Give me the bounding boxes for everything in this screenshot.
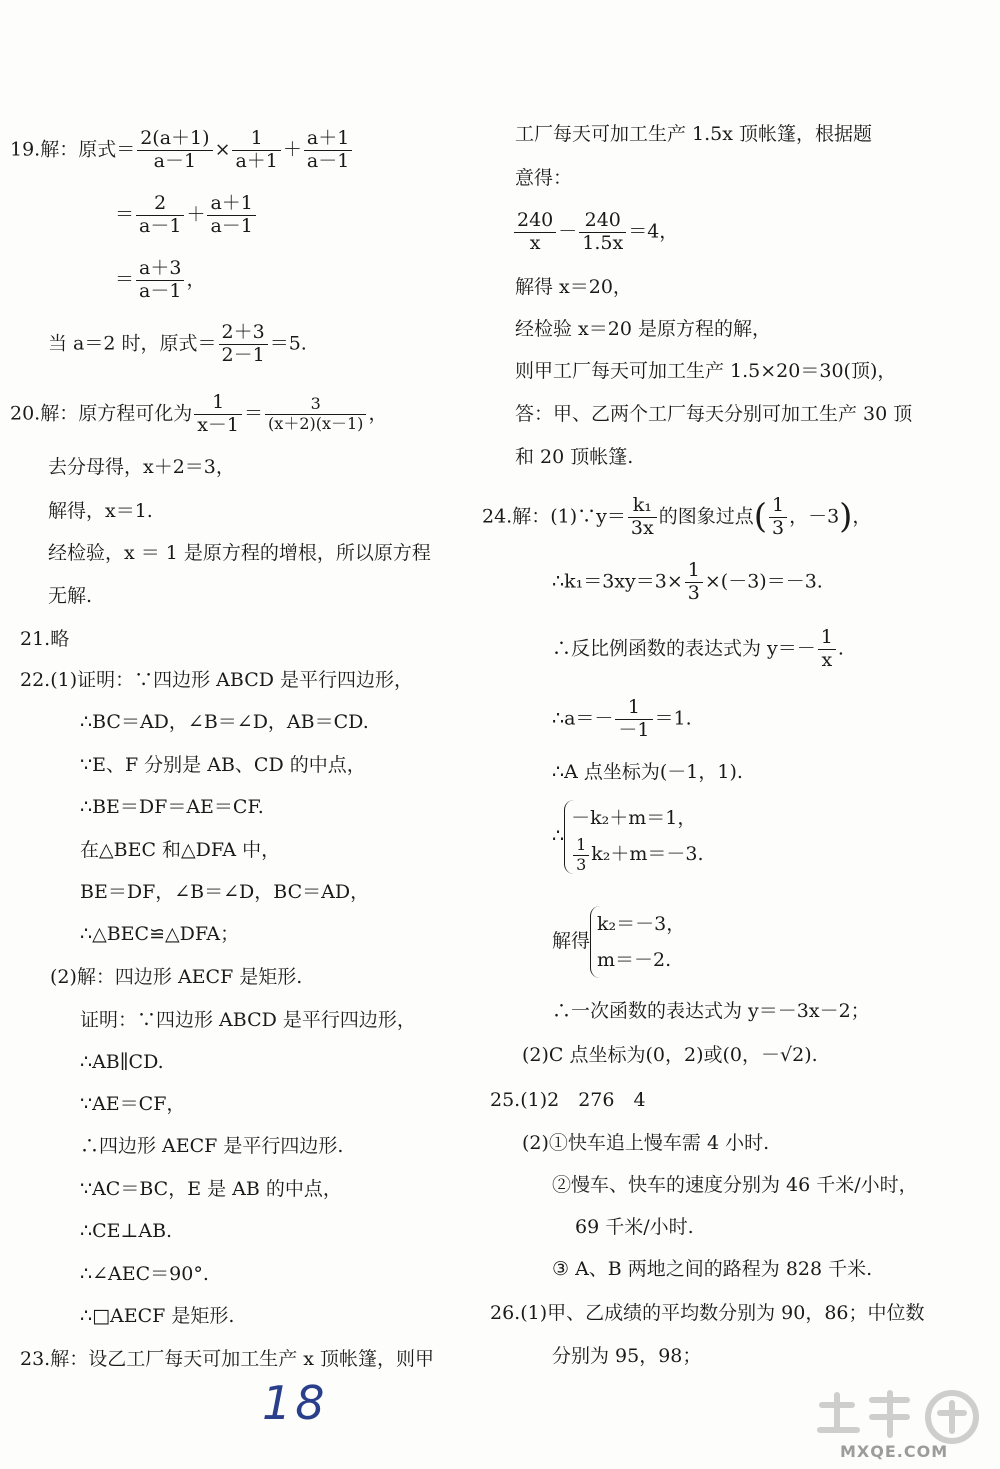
fraction: $\frac{1}{x-1}$ xyxy=(194,392,242,437)
fraction: $\frac{a+1}{a-1}$ xyxy=(304,128,352,173)
fraction: $\frac{2}{a-1}$ xyxy=(136,193,184,238)
fraction: $\frac{1}{3}$ xyxy=(573,836,589,874)
q24-line3: ∴反比例函数的表达式为 y＝－ $\frac{1}{x}$ . xyxy=(552,626,844,671)
fraction: $\frac{a+3}{a-1}$ xyxy=(136,258,184,303)
fraction: $\frac{240}{x}$ xyxy=(514,210,556,255)
q25-line: ②慢车、快车的速度分别为 46 千米/小时， xyxy=(552,1174,918,1196)
q23-line7: 则甲工厂每天可加工生产 1.5×20＝30(顶)， xyxy=(515,360,897,382)
q19-line1: 19.解：原式＝ $\frac{2(a+1)}{a-1}$ × $\frac{1}{a+1}$ ＋ $\frac{a+1}{a-1}$ xyxy=(10,128,354,173)
q23-line8: 答：甲、乙两个工厂每天分别可加工生产 30 顶 xyxy=(515,403,913,425)
q22-line: ∵AE＝CF， xyxy=(80,1093,186,1115)
q22-line: BE＝DF，∠B＝∠D，BC＝AD， xyxy=(80,881,370,903)
fraction: $\frac{\text{k₁}}{3x}$ xyxy=(628,495,657,540)
q25-line: (2)①快车追上慢车需 4 小时. xyxy=(522,1132,770,1154)
fraction: $\frac{1}{-1}$ xyxy=(615,697,652,742)
q22-line: (2)解：四边形 AECF 是矩形. xyxy=(50,966,303,988)
fraction: $\frac{1}{x}$ xyxy=(818,627,836,672)
q22-line: 22.(1)证明：∵四边形 ABCD 是平行四边形， xyxy=(20,669,414,691)
q23-line6: 经检验 x＝20 是原方程的解， xyxy=(515,318,771,340)
q23-line9: 和 20 顶帐篷. xyxy=(515,446,634,468)
q23-line3: 意得： xyxy=(515,167,573,189)
fraction: $\frac{240}{1.5x}$ xyxy=(579,210,626,255)
q26-line: 分别为 95，98； xyxy=(552,1345,702,1367)
fraction: $\frac{a+1}{a-1}$ xyxy=(207,193,255,238)
q22-line: ∴△BEC≌△DFA； xyxy=(80,923,240,945)
q19-line3: ＝ $\frac{a+3}{a-1}$ ， xyxy=(115,257,206,302)
q20-line5: 无解. xyxy=(48,585,93,607)
q23-line2: 工厂每天可加工生产 1.5x 顶帐篷，根据题 xyxy=(515,123,873,145)
q25-line: 69 千米/小时. xyxy=(575,1216,694,1238)
watermark-text: MXQE.COM xyxy=(840,1442,949,1461)
q22-line: 在△BEC 和△DFA 中， xyxy=(80,839,281,861)
q22-line: ∴BC＝AD，∠B＝∠D，AB＝CD. xyxy=(80,711,369,733)
fraction: $\frac{1}{3}$ xyxy=(685,560,703,605)
q25-line: ③ A、B 两地之间的路程为 828 千米. xyxy=(552,1258,873,1280)
q22-line: ∴□AECF 是矩形. xyxy=(80,1305,235,1327)
q24-line1: 24.解：(1)∵y＝ $\frac{\text{k₁}}{3x}$ 的图象过点( $\frac{1}{3}$ ，－3)， xyxy=(482,494,872,539)
q22-line: ∵AC＝BC，E 是 AB 的中点， xyxy=(80,1178,342,1200)
equation-system: k₂＝－3， m＝－2. xyxy=(590,906,685,978)
q22-line: ∴BE＝DF＝AE＝CF. xyxy=(80,796,264,818)
q20-line2: 去分母得，x＋2＝3， xyxy=(48,456,235,478)
q25-line: 25.(1)2 276 4 xyxy=(490,1089,646,1111)
fraction: $\frac{3}{(x+2)(x-1)}$ xyxy=(265,395,366,433)
q26-line: 26.(1)甲、乙成绩的平均数分别为 90，86；中位数 xyxy=(490,1302,925,1324)
q19-line4: 当 a＝2 时，原式＝ $\frac{2+3}{2-1}$ ＝5. xyxy=(48,321,307,366)
q23-line5: 解得 x＝20， xyxy=(515,276,632,298)
q24-line2: ∴k₁＝3xy＝3× $\frac{1}{3}$ ×(－3)＝－3. xyxy=(552,559,823,604)
q22-line: ∴四边形 AECF 是平行四边形. xyxy=(80,1135,344,1157)
q24-line7: (2)C 点坐标为(0，2)或(0，－√2). xyxy=(522,1044,818,1066)
q22-line: ∴∠AEC＝90°. xyxy=(80,1263,209,1285)
q22-line: 证明：∵四边形 ABCD 是平行四边形， xyxy=(80,1009,416,1031)
fraction: $\frac{1}{3}$ xyxy=(769,495,787,540)
q21: 21.略 xyxy=(20,628,70,650)
q19-line2: ＝ $\frac{2}{a-1}$ ＋ $\frac{a+1}{a-1}$ xyxy=(115,193,258,238)
q20-line4: 经检验，x ＝ 1 是原方程的增根，所以原方程 xyxy=(48,542,431,564)
q20-line3: 解得，x＝1. xyxy=(48,500,153,522)
q24-line4: ∴a＝－ $\frac{1}{-1}$ ＝1. xyxy=(552,696,692,741)
q24-system1: ∴ －k₂＋m＝1， $\frac{1}{3}$ k₂＋m＝－3. xyxy=(552,800,704,874)
q22-line: ∴AB∥CD. xyxy=(80,1051,164,1073)
q24-system2: 解得 k₂＝－3， m＝－2. xyxy=(552,906,685,978)
fraction: $\frac{1}{a+1}$ xyxy=(232,128,280,173)
handwritten-number: 18 xyxy=(262,1376,329,1430)
q23-equation: $\frac{240}{x}$ － $\frac{240}{1.5x}$ ＝4， xyxy=(512,210,678,255)
fraction: $\frac{2(a+1)}{a-1}$ xyxy=(137,128,212,173)
fraction: $\frac{2+3}{2-1}$ xyxy=(219,322,268,367)
q24-line6: ∴一次函数的表达式为 y＝－3x－2； xyxy=(552,1000,870,1022)
q22-line: ∵E、F 分别是 AB、CD 的中点， xyxy=(80,754,366,776)
q22-line: ∴CE⊥AB. xyxy=(80,1220,173,1242)
q24-line5: ∴A 点坐标为(－1，1). xyxy=(552,761,743,783)
q23-line1: 23.解：设乙工厂每天可加工生产 x 顶帐篷，则甲 xyxy=(20,1348,435,1370)
q20-line1: 20.解：原方程可化为 $\frac{1}{x-1}$ ＝ $\frac{3}{(x+2)(x-1)}$ ， xyxy=(10,391,388,436)
equation-system: －k₂＋m＝1， $\frac{1}{3}$ k₂＋m＝－3. xyxy=(564,800,703,874)
